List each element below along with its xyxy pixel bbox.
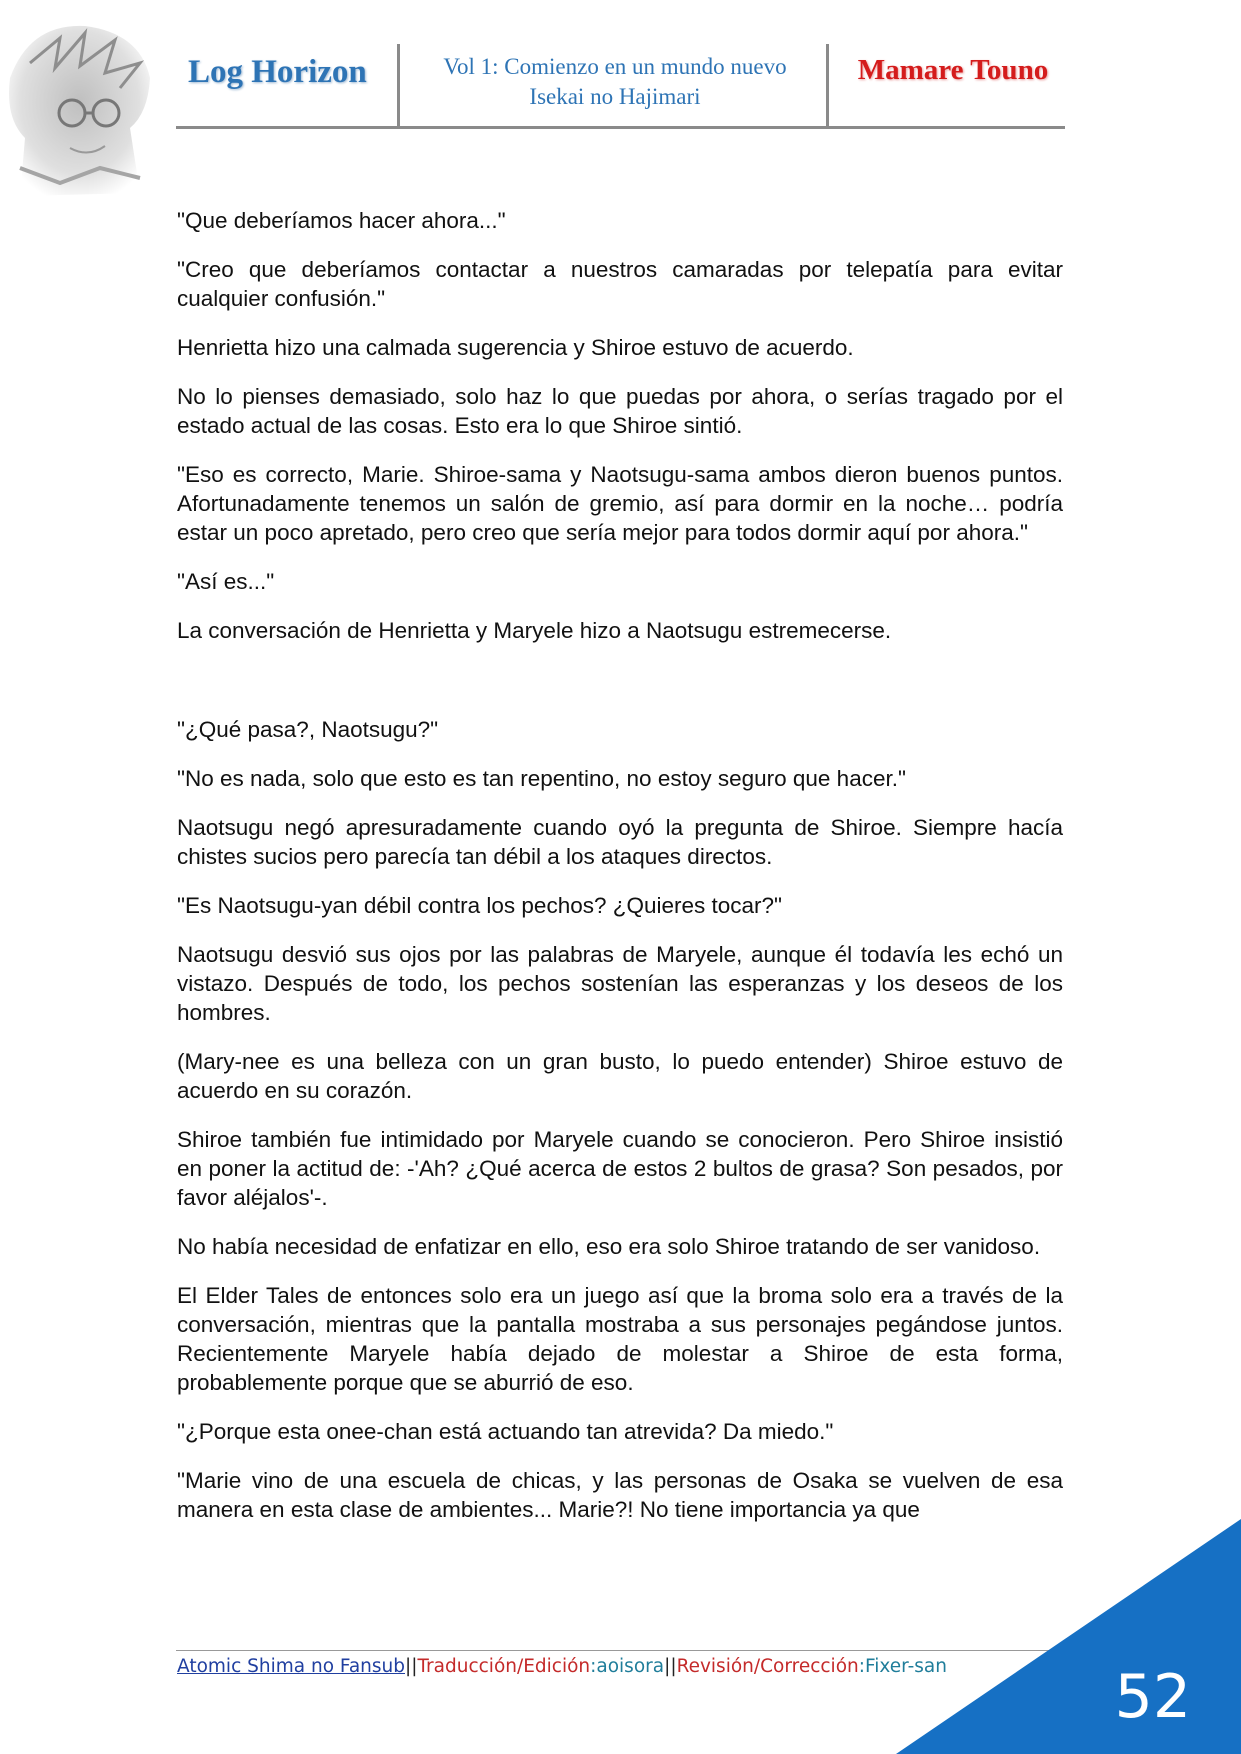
paragraph: No lo pienses demasiado, solo haz lo que puedas por ahora, o serías tragado por el estado actual de las cosas. Esto era lo que Shiroe sintió. [177,384,1063,438]
paragraph: "Marie vino de una escuela de chicas, y las personas de Osaka se vuelven de esa manera en esta clase de ambientes... Marie?! No tiene importancia ya que [177,1468,1063,1522]
header-rule [176,126,1065,129]
paragraph: "Creo que deberíamos contactar a nuestros camaradas por telepatía para evitar cualquier confusión." [177,257,1063,311]
paragraph: "No es nada, solo que esto es tan repentino, no estoy seguro que hacer." [177,766,906,791]
paragraph: Naotsugu negó apresuradamente cuando oyó la pregunta de Shiroe. Siempre hacía chistes sucios pero parecía tan débil a los ataques directos. [177,815,1063,869]
reviser-name: :Fixer-san [858,1656,947,1677]
paragraph: "Eso es correcto, Marie. Shiroe-sama y Naotsugu-sama ambos dieron buenos puntos. Afortunadamente tenemos un salón de gremio, así para dormir en la noche… podría estar un poco apretado, pero creo que sería mejor para todos dormir aquí por ahora." [177,462,1063,545]
character-illustration [0,18,160,203]
page-body [177,206,1063,1544]
translation-label: Traducción/Edición [417,1656,591,1677]
paragraph: (Mary-nee es una belleza con un gran busto, lo puedo entender) Shiroe estuvo de acuerdo en su corazón. [177,1049,1063,1103]
volume-title [405,52,825,112]
scene-break [177,665,1063,715]
paragraph: La conversación de Henrietta y Maryele hizo a Naotsugu estremecerse. [177,618,892,643]
paragraph: Henrietta hizo una calmada sugerencia y Shiroe estuvo de acuerdo. [177,335,854,360]
paragraph: "Que deberíamos hacer ahora..." [177,208,506,233]
paragraph: Naotsugu desvió sus ojos por las palabras de Maryele, aunque él todavía les echó un vistazo. Después de todo, los pechos sostenían las esperanzas y los deseos de los hombres. [177,942,1063,1025]
header-divider [826,44,829,126]
volume-title-line2: Isekai no Hajimari [529,84,701,109]
series-title: Log Horizon [188,54,367,90]
author-name: Mamare Touno [857,54,1049,86]
credits-separator: || [405,1656,418,1677]
revision-label: Revisión/Corrección [676,1656,859,1677]
paragraph: "Así es..." [177,569,275,594]
paragraph: "Es Naotsugu-yan débil contra los pechos? ¿Quieres tocar?" [177,893,783,918]
credits-separator: || [664,1656,677,1677]
credits-footer [177,1654,947,1680]
fansub-group-link[interactable]: Atomic Shima no Fansub [177,1656,405,1677]
paragraph: "¿Qué pasa?, Naotsugu?" [177,717,439,742]
paragraph: El Elder Tales de entonces solo era un juego así que la broma solo era a través de la conversación, mientras que la pantalla mostraba a sus personajes pegándose juntos. Recientemente Maryele había dejado de molestar a Shiroe de esta forma, probablemente porque que se aburrió de eso. [177,1283,1063,1395]
translator-name: :aoisora [590,1656,665,1677]
paragraph: "¿Porque esta onee-chan está actuando tan atrevida? Da miedo." [177,1419,834,1444]
paragraph: No había necesidad de enfatizar en ello, eso era solo Shiroe tratando de ser vanidoso. [177,1234,1041,1259]
header-divider [397,44,400,126]
page-number: 52 [1114,1662,1191,1732]
volume-title-line1: Vol 1: Comienzo en un mundo nuevo [443,54,787,79]
paragraph: Shiroe también fue intimidado por Maryele cuando se conocieron. Pero Shiroe insistió en poner la actitud de: -'Ah? ¿Qué acerca de estos 2 bultos de grasa? Son pesados, por favor aléjalos'-. [177,1127,1063,1210]
